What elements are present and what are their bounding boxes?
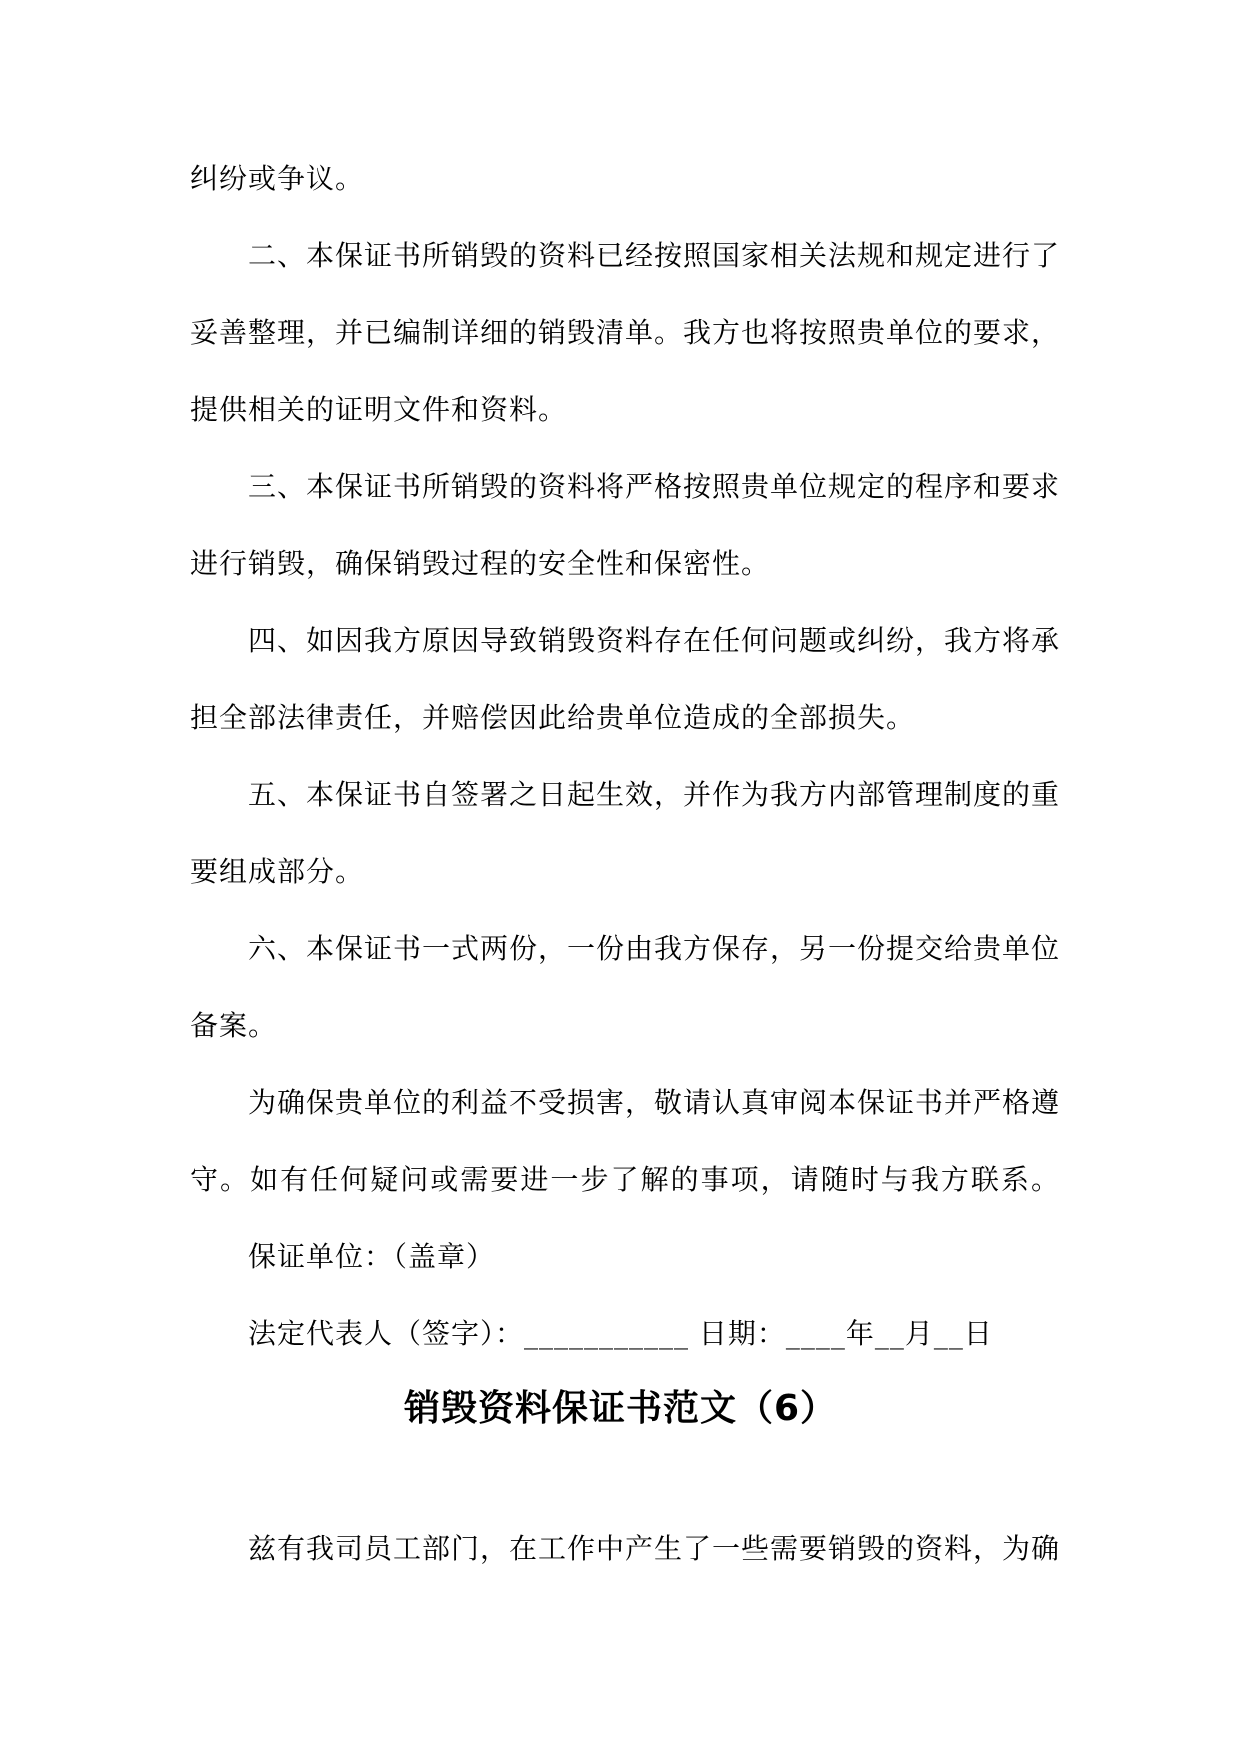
- document-body: [190, 140, 1060, 1372]
- paragraph-line: 三、本保证书所销毁的资料将严格按照贵单位规定的程序和要求: [248, 470, 1061, 503]
- signature-date-line: 法定代表人（签字）：___________ 日期：____年__月__日: [248, 1317, 993, 1350]
- paragraph-line: 兹有我司员工部门，在工作中产生了一些需要销毁的资料，为确: [248, 1532, 1061, 1565]
- paragraph-line: 纠纷或争议。: [190, 162, 365, 195]
- paragraph-line: 六、本保证书一式两份，一份由我方保存，另一份提交给贵单位: [248, 932, 1061, 965]
- paragraph-line: 五、本保证书自签署之日起生效，并作为我方内部管理制度的重: [248, 778, 1061, 811]
- paragraph-line: 提供相关的证明文件和资料。: [190, 393, 568, 426]
- paragraph-line: 为确保贵单位的利益不受损害，敬请认真审阅本保证书并严格遵: [248, 1086, 1061, 1119]
- section-title: 销毁资料保证书范文（6）: [403, 1388, 838, 1429]
- paragraph-line: 担全部法律责任，并赔偿因此给贵单位造成的全部损失。: [190, 701, 916, 734]
- paragraph-line: 进行销毁，确保销毁过程的安全性和保密性。: [190, 547, 771, 580]
- paragraph-line: 妥善整理，并已编制详细的销毁清单。我方也将按照贵单位的要求，: [190, 316, 1061, 349]
- guarantor-line: 保证单位：（盖章）: [248, 1240, 496, 1273]
- paragraph-line: 备案。: [190, 1009, 278, 1042]
- paragraph-line: 守。如有任何疑问或需要进一步了解的事项，请随时与我方联系。: [190, 1163, 1060, 1196]
- paragraph-line: 四、如因我方原因导致销毁资料存在任何问题或纠纷，我方将承: [248, 624, 1061, 657]
- section-body: [190, 1510, 1060, 1587]
- paragraph-line: 二、本保证书所销毁的资料已经按照国家相关法规和规定进行了: [248, 239, 1061, 272]
- paragraph-line: 要组成部分。: [190, 855, 365, 888]
